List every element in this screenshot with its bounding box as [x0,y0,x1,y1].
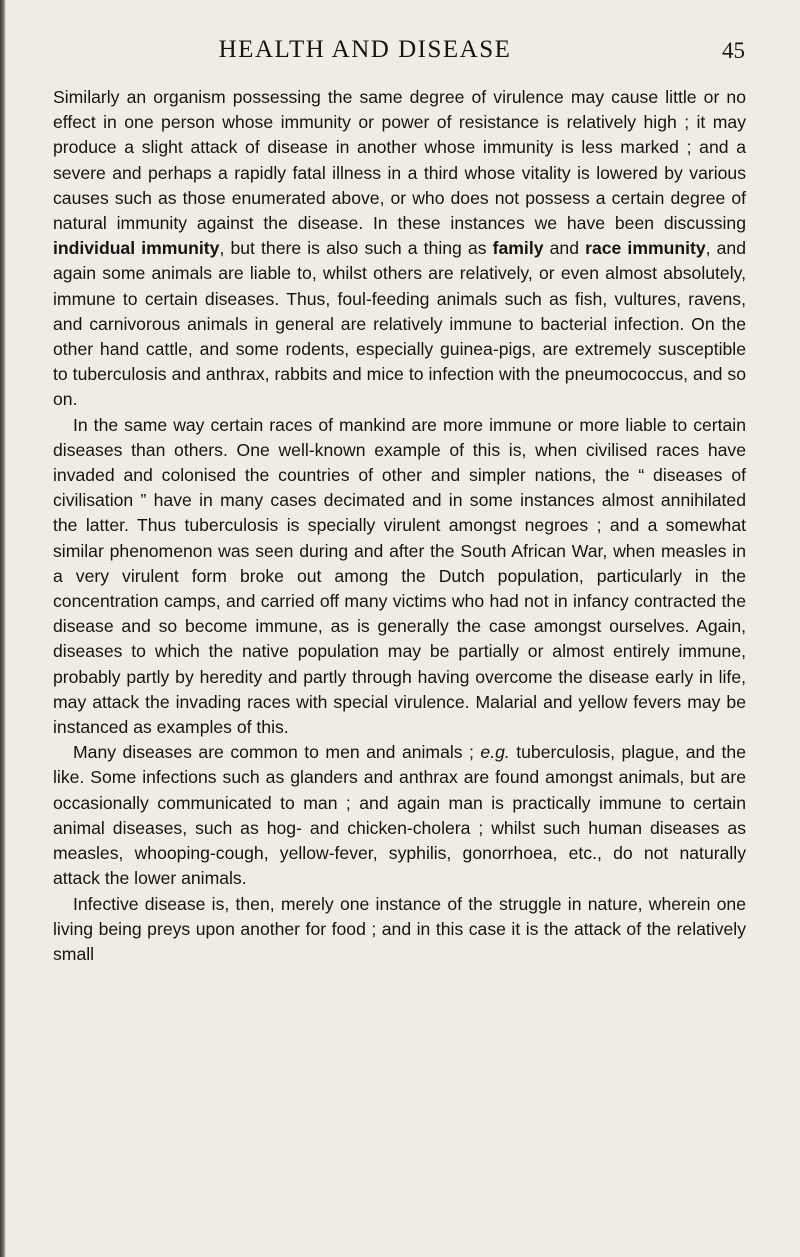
running-header [0,36,800,66]
text-run: , but there is also such a thing as [219,238,493,259]
running-title: HEALTH AND DISEASE [218,36,512,63]
text-run: Infective disease is, then, merely one instance of the struggle in nature, wherein one living being preys upon another for food ; and in this case it is the attack of the relatively small [53,893,746,964]
body-text [53,85,746,967]
text-run: In the same way certain races of mankind are more immune or more liable to certain diseases than others. One well-known example of this is, when civilised races have invaded and colonised the countries of other and simpler nations, the “ diseases of civilisation ” have in many cases decimated and in some instances almost annihilated the latter. Thus tuberculosis is specially virulent amongst negroes ; and a somewhat similar phenomenon was seen during and after the South African War, when measles in a very virulent form broke out among the Dutch population, particularly in the concentration camps, and carried off many victims who had not in infancy contracted the disease and so become immune, as is generally the case amongst ourselves. Again, diseases to which the native population may be partially or almost entirely immune, probably partly by heredity and partly through having overcome the disease early in life, may attack the invading races with special virulence. Malarial and yellow fevers may be instanced as examples of this. [53,414,746,738]
bold-term: individual immunity [53,238,220,259]
text-run: Similarly an organism possessing the same degree of virulence may cause little or no effect in one person whose immunity or power of resistance is relatively high ; it may produce a slight attack of disease in another whose immunity is less marked ; and a severe and perhaps a rapidly fatal illness in a third whose vitality is lowered by various causes such as those enumerated above, or who does not possess a certain degree of natural immunity against the disease. In these instances we have been discussing [53,87,746,234]
paragraph [53,892,746,968]
text-run: tuberculosis, plague, and the like. Some infections such as glanders and anthrax are found amongst animals, but are occasionally communicated to man ; and again man is practically immune to certain animal diseases, such as hog- and chicken-cholera ; whilst such human diseases as measles, whooping-cough, yellow-fever, syphilis, gonorrhoea, etc., do not naturally attack the lower animals. [53,742,746,889]
page-number: 45 [722,38,745,63]
text-run: Many diseases are common to men and animals ; [73,742,481,763]
bold-term: family [492,238,544,259]
bold-term: race immunity [585,238,706,259]
paragraph [53,413,746,741]
text-run: , and again some animals are liable to, whilst others are relatively, or even almost absolutely, immune to certain diseases. Thus, foul-feeding animals such as fish, vultures, ravens, and carnivorous animals in general are relatively immune to bacterial infection. On the other hand cattle, and some rodents, especially guinea-pigs, are extremely susceptible to tuberculosis and anthrax, rabbits and mice to infection with the pneumococcus, and so on. [53,238,747,410]
paragraph [53,740,746,891]
page-binding-edge [0,0,6,1257]
paragraph [53,85,746,413]
text-run: and [543,238,586,259]
italic-text: e.g. [480,742,510,763]
